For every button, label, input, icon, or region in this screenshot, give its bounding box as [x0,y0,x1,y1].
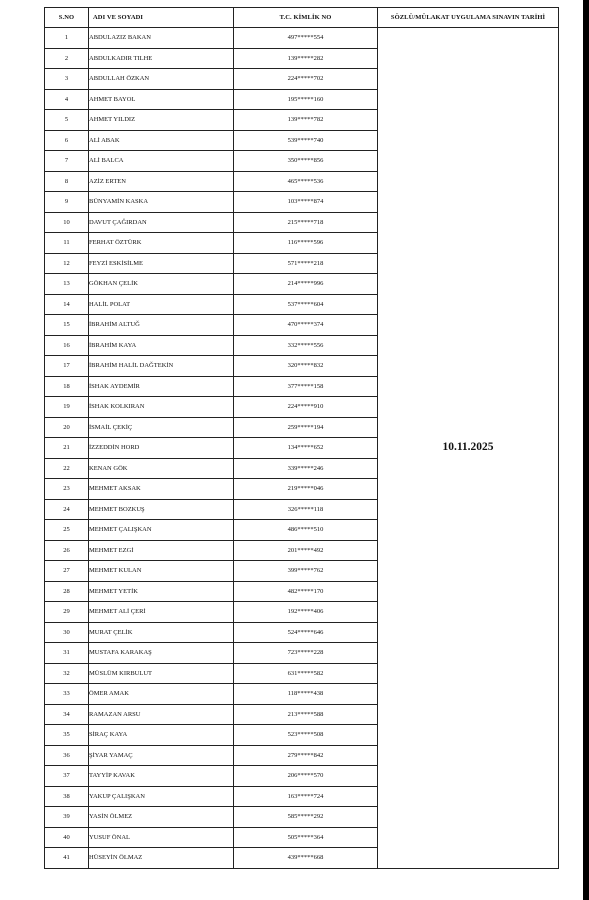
masked-tc-number: 192*****406 [234,602,378,623]
candidate-name: MEHMET ÇALIŞKAN [89,520,234,541]
candidate-name: HÜSEYİN ÖLMAZ [89,848,234,869]
candidate-name: ÖMER AMAK [89,684,234,705]
table-header-row [45,8,559,28]
candidate-name: İSHAK KOLKIRAN [89,397,234,418]
row-number: 29 [45,602,89,623]
masked-tc-number: 571*****218 [234,253,378,274]
row-number: 40 [45,827,89,848]
candidate-name: TAYYİP KAVAK [89,766,234,787]
row-number: 8 [45,171,89,192]
row-number: 39 [45,807,89,828]
row-number: 16 [45,335,89,356]
masked-tc-number: 497*****554 [234,28,378,49]
candidate-name: MEHMET ALİ ÇERİ [89,602,234,623]
row-number: 37 [45,766,89,787]
candidate-name: MEHMET KULAN [89,561,234,582]
row-number: 7 [45,151,89,172]
row-number: 14 [45,294,89,315]
row-number: 24 [45,499,89,520]
row-number: 25 [45,520,89,541]
masked-tc-number: 537*****604 [234,294,378,315]
row-number: 19 [45,397,89,418]
row-number: 41 [45,848,89,869]
candidate-name: DAVUT ÇAĞIRDAN [89,212,234,233]
row-number: 35 [45,725,89,746]
row-number: 15 [45,315,89,336]
masked-tc-number: 215*****718 [234,212,378,233]
row-number: 23 [45,479,89,500]
masked-tc-number: 213*****588 [234,704,378,725]
candidate-name: MEHMET BOZKUŞ [89,499,234,520]
candidate-name: MUSTAFA KARAKAŞ [89,643,234,664]
candidate-name: ALİ ABAK [89,130,234,151]
candidate-name: SİRAÇ KAYA [89,725,234,746]
candidate-name: İSHAK AYDEMİR [89,376,234,397]
row-number: 28 [45,581,89,602]
candidate-name: AZİZ ERTEN [89,171,234,192]
candidate-name: MEHMET AKSAK [89,479,234,500]
table-row [45,28,559,49]
masked-tc-number: 439*****668 [234,848,378,869]
row-number: 12 [45,253,89,274]
masked-tc-number: 339*****246 [234,458,378,479]
header-tc: T.C. KİMLİK NO [234,8,378,28]
candidate-name: BÜNYAMİN KASKA [89,192,234,213]
candidate-name: AHMET BAYOL [89,89,234,110]
row-number: 30 [45,622,89,643]
row-number: 20 [45,417,89,438]
row-number: 27 [45,561,89,582]
masked-tc-number: 631*****582 [234,663,378,684]
candidate-name: MÜSLÜM KIRBULUT [89,663,234,684]
masked-tc-number: 524*****646 [234,622,378,643]
masked-tc-number: 470*****374 [234,315,378,336]
candidate-table [44,7,559,869]
masked-tc-number: 163*****724 [234,786,378,807]
candidate-name: YAKUP ÇALIŞKAN [89,786,234,807]
row-number: 11 [45,233,89,254]
masked-tc-number: 116*****596 [234,233,378,254]
masked-tc-number: 539*****740 [234,130,378,151]
candidate-name: ALİ BALCA [89,151,234,172]
row-number: 18 [45,376,89,397]
candidate-name: İSMAİL ÇEKİÇ [89,417,234,438]
masked-tc-number: 139*****282 [234,48,378,69]
masked-tc-number: 585*****292 [234,807,378,828]
masked-tc-number: 350*****856 [234,151,378,172]
candidate-name: AHMET YILDIZ [89,110,234,131]
row-number: 13 [45,274,89,295]
row-number: 9 [45,192,89,213]
row-number: 22 [45,458,89,479]
masked-tc-number: 134*****652 [234,438,378,459]
candidate-name: MURAT ÇELİK [89,622,234,643]
page-edge-shadow [583,0,589,900]
candidate-name: YASİN ÖLMEZ [89,807,234,828]
header-name: ADI VE SOYADI [89,8,234,28]
candidate-name: RAMAZAN ARSU [89,704,234,725]
masked-tc-number: 219*****046 [234,479,378,500]
candidate-name: HALİL POLAT [89,294,234,315]
header-exam-date: SÖZLÜ/MÜLAKAT UYGULAMA SINAVIN TARİHİ [378,8,559,28]
masked-tc-number: 523*****508 [234,725,378,746]
masked-tc-number: 465*****536 [234,171,378,192]
masked-tc-number: 206*****570 [234,766,378,787]
masked-tc-number: 214*****996 [234,274,378,295]
masked-tc-number: 139*****782 [234,110,378,131]
candidate-name: ŞİYAR YAMAÇ [89,745,234,766]
candidate-name: KENAN GÖK [89,458,234,479]
masked-tc-number: 399*****762 [234,561,378,582]
masked-tc-number: 377*****158 [234,376,378,397]
masked-tc-number: 224*****910 [234,397,378,418]
masked-tc-number: 224*****702 [234,69,378,90]
row-number: 38 [45,786,89,807]
candidate-name: İZZEDDİN HORD [89,438,234,459]
masked-tc-number: 505*****364 [234,827,378,848]
candidate-name: GÖKHAN ÇELİK [89,274,234,295]
candidate-name: ABDULLAH ÖZKAN [89,69,234,90]
row-number: 10 [45,212,89,233]
row-number: 3 [45,69,89,90]
masked-tc-number: 118*****438 [234,684,378,705]
row-number: 34 [45,704,89,725]
row-number: 6 [45,130,89,151]
row-number: 1 [45,28,89,49]
candidate-name: YUSUF ÖNAL [89,827,234,848]
masked-tc-number: 723*****228 [234,643,378,664]
row-number: 4 [45,89,89,110]
row-number: 21 [45,438,89,459]
candidate-name: ABDULAZIZ BAKAN [89,28,234,49]
masked-tc-number: 103*****874 [234,192,378,213]
row-number: 33 [45,684,89,705]
candidate-name: İBRAHİM HALİL DAĞTEKİN [89,356,234,377]
masked-tc-number: 332*****556 [234,335,378,356]
masked-tc-number: 279*****842 [234,745,378,766]
masked-tc-number: 201*****492 [234,540,378,561]
candidate-name: FEYZİ ESKİSİLME [89,253,234,274]
header-no: S.NO [45,8,89,28]
row-number: 32 [45,663,89,684]
row-number: 17 [45,356,89,377]
masked-tc-number: 195*****160 [234,89,378,110]
candidate-name: ABDULKADIR TILHE [89,48,234,69]
masked-tc-number: 486*****510 [234,520,378,541]
row-number: 5 [45,110,89,131]
candidate-name: MEHMET EZGİ [89,540,234,561]
row-number: 36 [45,745,89,766]
candidate-name: İBRAHİM ALTUĞ [89,315,234,336]
candidate-name: MEHMET YETİK [89,581,234,602]
exam-date: 10.11.2025 [378,28,559,869]
row-number: 31 [45,643,89,664]
masked-tc-number: 259*****194 [234,417,378,438]
masked-tc-number: 482*****170 [234,581,378,602]
masked-tc-number: 326*****118 [234,499,378,520]
masked-tc-number: 320*****832 [234,356,378,377]
row-number: 26 [45,540,89,561]
candidate-name: FERHAT ÖZTÜRK [89,233,234,254]
row-number: 2 [45,48,89,69]
candidate-name: İBRAHİM KAYA [89,335,234,356]
